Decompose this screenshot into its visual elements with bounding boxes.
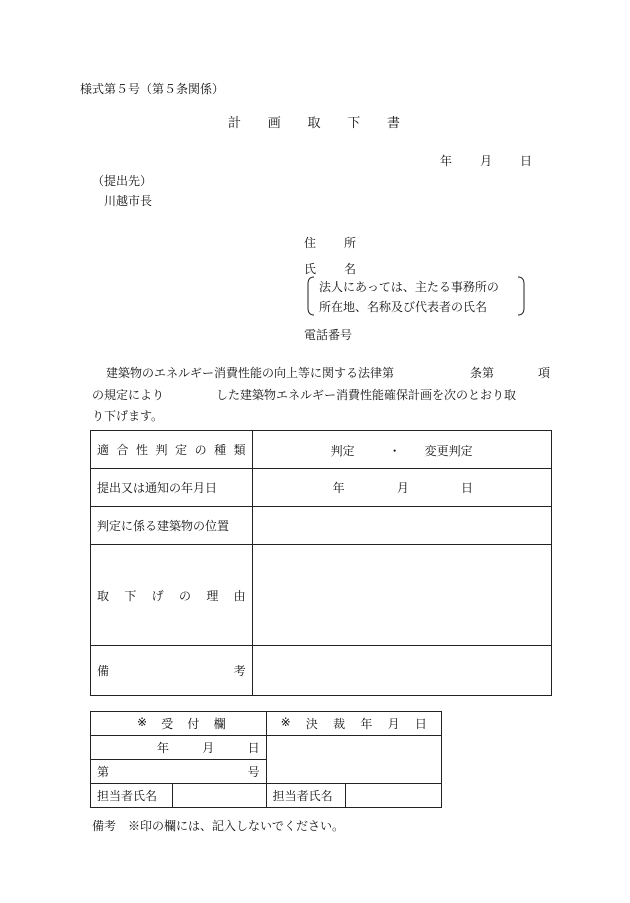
body-line-1a: 建築物のエネルギー消費性能の向上等に関する法律第: [106, 366, 395, 380]
title-char: 画: [267, 116, 281, 131]
table-row: [91, 431, 552, 469]
left-bracket-icon: [307, 276, 315, 316]
kind-value[interactable]: [252, 431, 551, 469]
footnote: 備考 ※印の欄には、記入しないでください。: [92, 819, 345, 833]
title-char: 書: [386, 116, 400, 131]
remarks-label: 備 考: [91, 646, 253, 696]
date-month: 月: [479, 154, 492, 168]
submission-date-value[interactable]: 年 月 日: [252, 469, 551, 507]
address-label: 住 所: [304, 236, 356, 250]
table-row: [91, 736, 442, 760]
withdrawal-reason-label: 取 下 げ の 理 由: [91, 545, 253, 646]
form-number: 様式第５号（第５条関係）: [80, 82, 225, 96]
body-line-2b: した建築物エネルギー消費性能確保計画を次のとおり取: [216, 388, 517, 402]
withdrawal-reason-value[interactable]: [252, 545, 551, 646]
name-label: 氏 名: [304, 262, 356, 276]
corporate-note-line-2: 所在地、名称及び代表者の氏名: [319, 300, 488, 314]
date-day: 日: [519, 154, 532, 168]
date-year: 年: [440, 154, 453, 168]
body-line-1c: 項: [538, 366, 551, 380]
decision-header: ※ 決 裁 年 月 日: [266, 712, 441, 736]
page-title: [228, 112, 400, 131]
reception-number[interactable]: 第 号: [91, 760, 267, 784]
reception-staff-value[interactable]: [172, 784, 266, 808]
remarks-value[interactable]: [252, 646, 551, 696]
option-change-judgment[interactable]: 変更判定: [424, 444, 473, 458]
decision-staff-value[interactable]: [346, 784, 442, 808]
decision-date[interactable]: [266, 736, 441, 784]
reception-date[interactable]: 年 月 日: [91, 736, 267, 760]
table-row: [91, 545, 552, 646]
main-table: [90, 430, 552, 696]
reception-staff-label: 担当者氏名: [91, 784, 173, 808]
recipient-label: （提出先）: [92, 174, 153, 188]
title-char: 計: [228, 116, 242, 131]
option-separator: ・: [388, 444, 401, 458]
table-row: [91, 784, 442, 808]
corporate-note-line-1: 法人にあっては、主たる事務所の: [319, 280, 499, 294]
title-char: 下: [347, 116, 361, 131]
title-char: 取: [307, 116, 321, 131]
kind-label: 適 合 性 判 定 の 種 類: [91, 431, 253, 469]
body-line-2a: の規定により: [92, 388, 165, 402]
building-location-value[interactable]: [252, 507, 551, 545]
corporate-note-bracket: [307, 276, 525, 316]
table-row: [91, 712, 442, 736]
table-row: [91, 507, 552, 545]
body-line-3: り下げます。: [92, 409, 164, 423]
phone-label: 電話番号: [304, 328, 353, 342]
submission-date: [440, 152, 532, 169]
right-bracket-icon: [517, 276, 525, 316]
reception-header: ※ 受 付 欄: [91, 712, 267, 736]
body-line-1b: 条第: [470, 366, 495, 380]
receipt-table: [90, 711, 442, 808]
building-location-label: 判定に係る建築物の位置: [91, 507, 253, 545]
recipient: 川越市長: [104, 194, 153, 208]
table-row: [91, 469, 552, 507]
option-judgment[interactable]: 判定: [330, 444, 355, 458]
table-row: [91, 646, 552, 696]
submission-date-label: 提出又は通知の年月日: [91, 469, 253, 507]
decision-staff-label: 担当者氏名: [266, 784, 346, 808]
